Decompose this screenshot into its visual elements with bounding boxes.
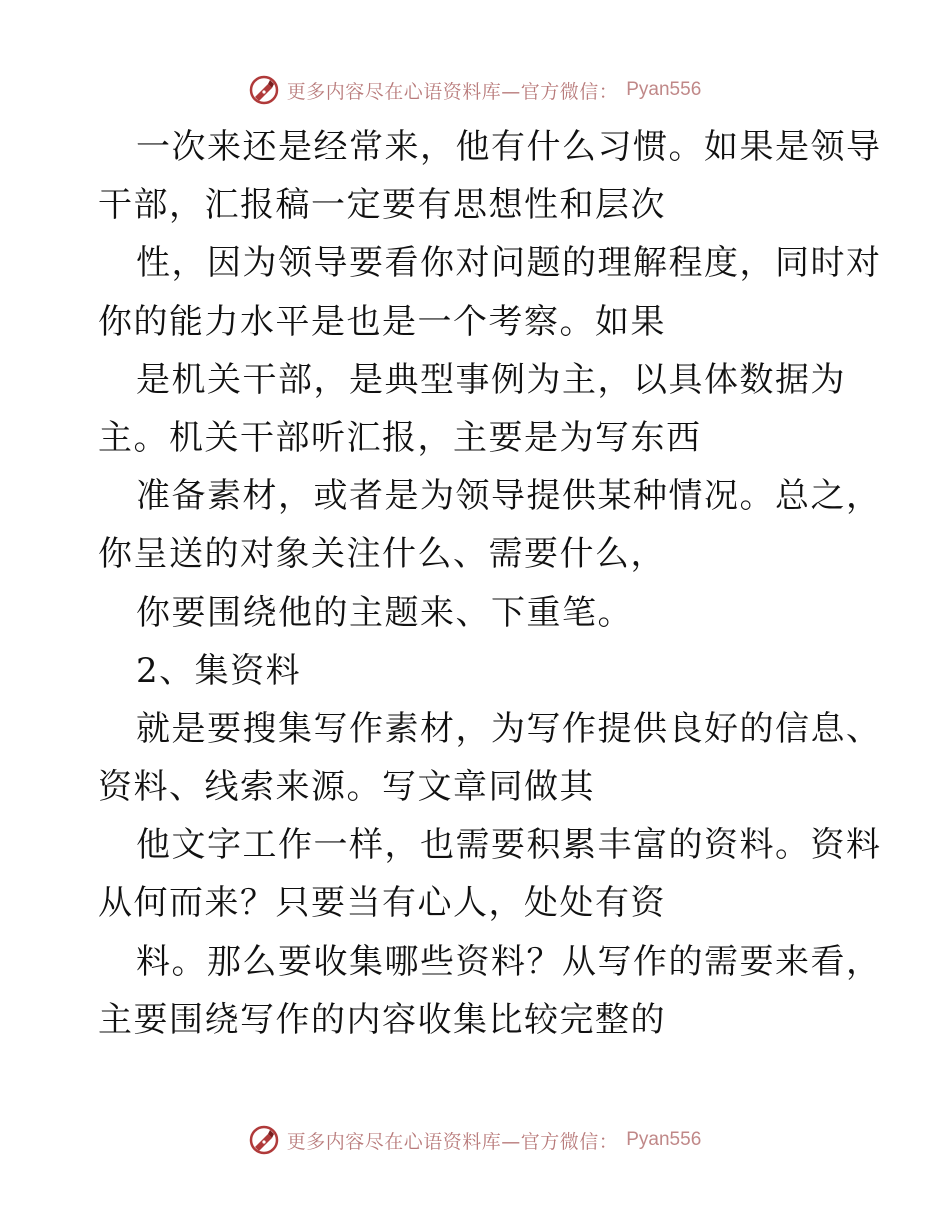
text-line: 主要围绕写作的内容收集比较完整的 <box>98 999 666 1040</box>
text-line: 从何而来？只要当有心人，处处有资 <box>98 883 666 924</box>
text-line: 你的能力水平是也是一个考察。如果 <box>98 301 666 342</box>
pen-nib-logo-icon <box>249 1125 279 1155</box>
header-banner <box>0 70 950 110</box>
text-line: 准备素材，或者是为领导提供某种情况。总之， <box>136 476 882 517</box>
text-line: 就是要搜集写作素材，为写作提供良好的信息、 <box>136 708 882 749</box>
text-line: 你要围绕他的主题来、下重笔。 <box>136 592 633 633</box>
pen-nib-logo-icon <box>249 75 279 105</box>
wechat-id: Pyan556 <box>626 79 702 100</box>
text-line: 他文字工作一样，也需要积累丰富的资料。资料 <box>136 825 882 866</box>
wechat-id: Pyan556 <box>626 1129 702 1150</box>
text-line: 主。机关干部听汇报，主要是为写东西 <box>98 417 702 458</box>
text-line: 一次来还是经常来，他有什么习惯。如果是领导 <box>136 127 882 167</box>
text-line: 你呈送的对象关注什么、需要什么， <box>98 534 666 575</box>
banner-text: 更多内容尽在心语资料库—官方微信： <box>286 1130 619 1153</box>
footer-banner <box>0 1120 950 1160</box>
banner-text: 更多内容尽在心语资料库—官方微信： <box>286 80 619 103</box>
text-line: 性，因为领导要看你对问题的理解程度，同时对 <box>136 243 882 284</box>
text-line: 干部，汇报稿一定要有思想性和层次 <box>98 185 666 226</box>
text-line: 2、集资料 <box>136 650 302 691</box>
text-line: 资料、线索来源。写文章同做其 <box>98 767 595 808</box>
text-line: 是机关干部，是典型事例为主，以具体数据为 <box>136 359 846 400</box>
document-body <box>98 118 882 1049</box>
text-line: 料。那么要收集哪些资料？从写作的需要来看， <box>136 941 882 982</box>
